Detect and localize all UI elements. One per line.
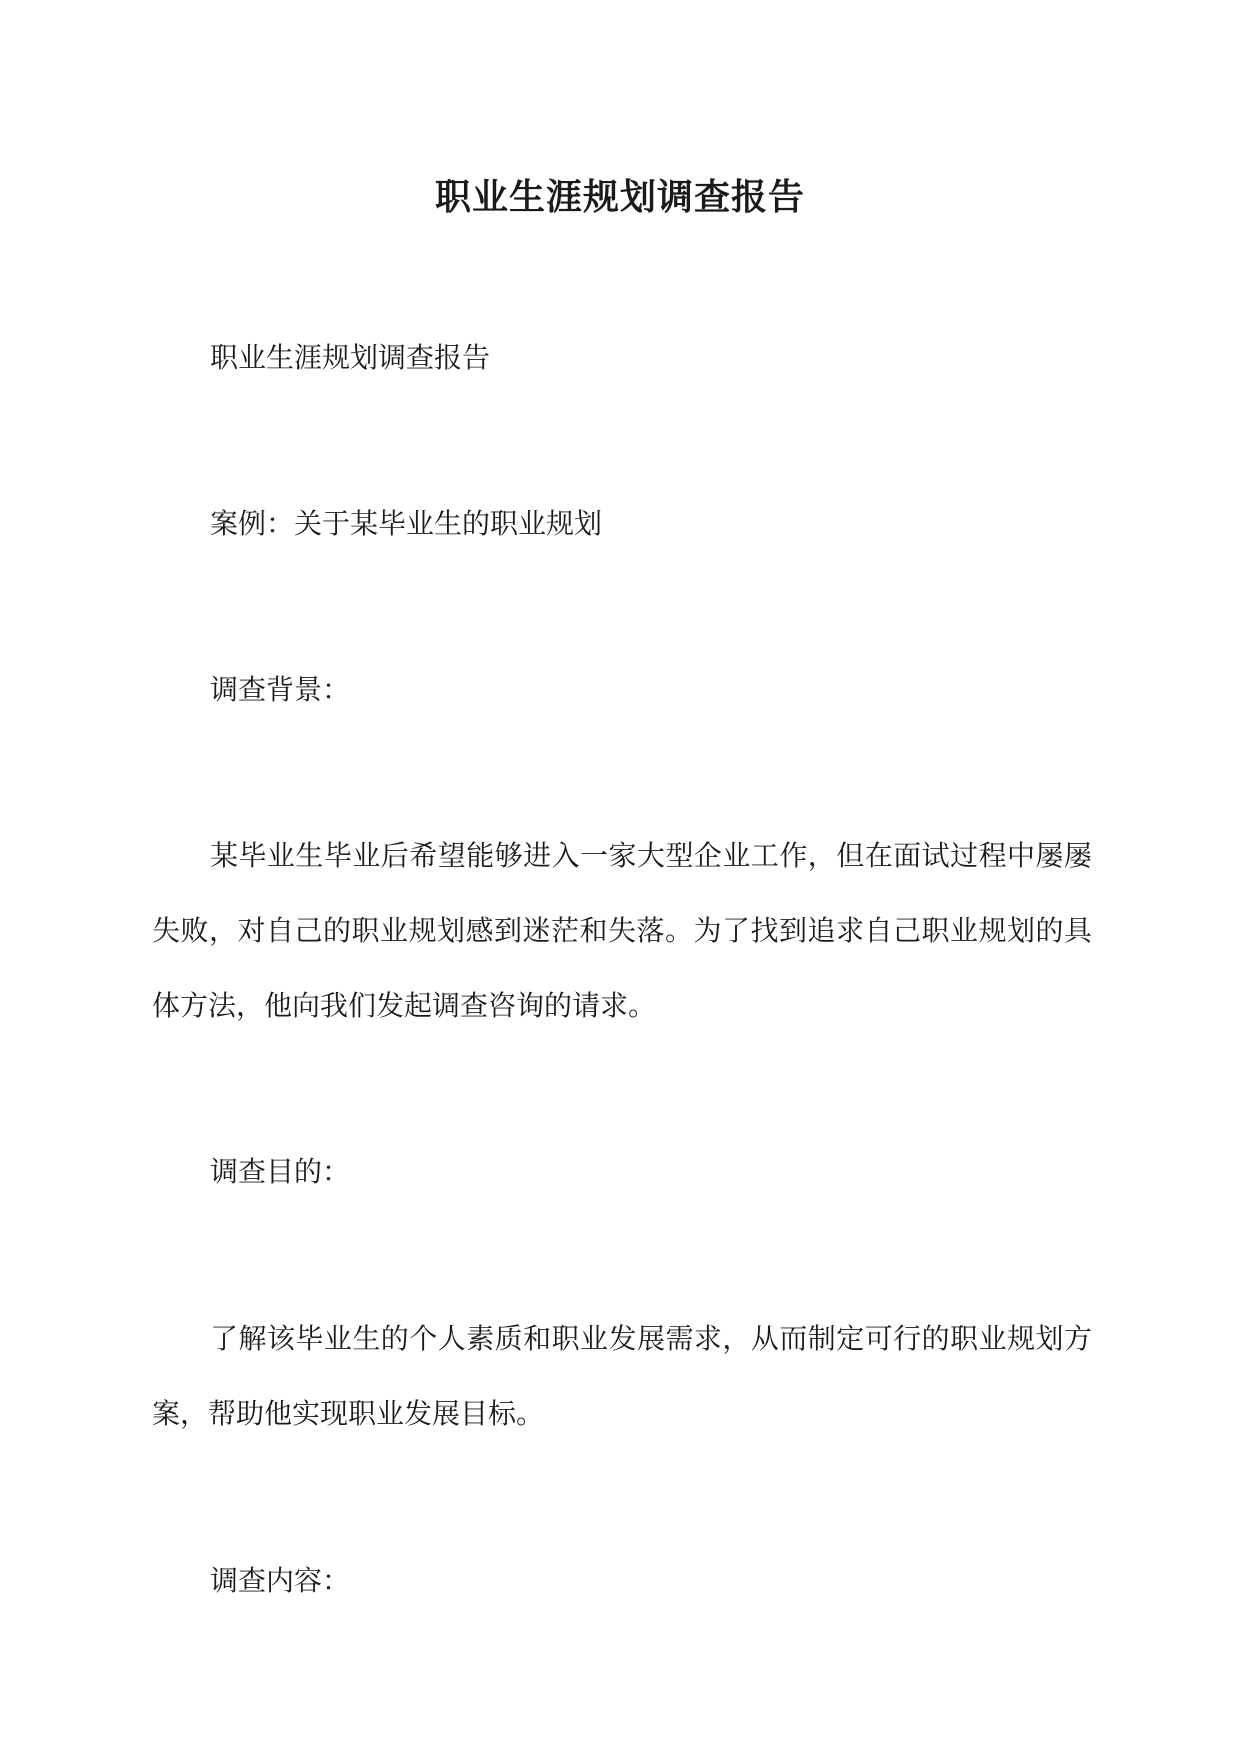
purpose-paragraph: 了解该毕业生的个人素质和职业发展需求，从而制定可行的职业规划方案，帮助他实现职业发展目标。 [152, 1322, 1092, 1430]
background-heading: 调查背景： [210, 673, 351, 706]
document-title: 职业生涯规划调查报告 [434, 176, 805, 219]
case-heading: 案例：关于某毕业生的职业规划 [210, 507, 603, 540]
purpose-heading: 调查目的： [210, 1155, 351, 1188]
background-paragraph: 某毕业生毕业后希望能够进入一家大型企业工作，但在面试过程中屡屡失败，对自己的职业规划感到迷茫和失落。为了找到追求自己职业规划的具体方法，他向我们发起调查咨询的请求。 [152, 839, 1092, 1022]
subtitle-paragraph: 职业生涯规划调查报告 [210, 341, 491, 374]
content-heading: 调查内容： [210, 1564, 351, 1597]
